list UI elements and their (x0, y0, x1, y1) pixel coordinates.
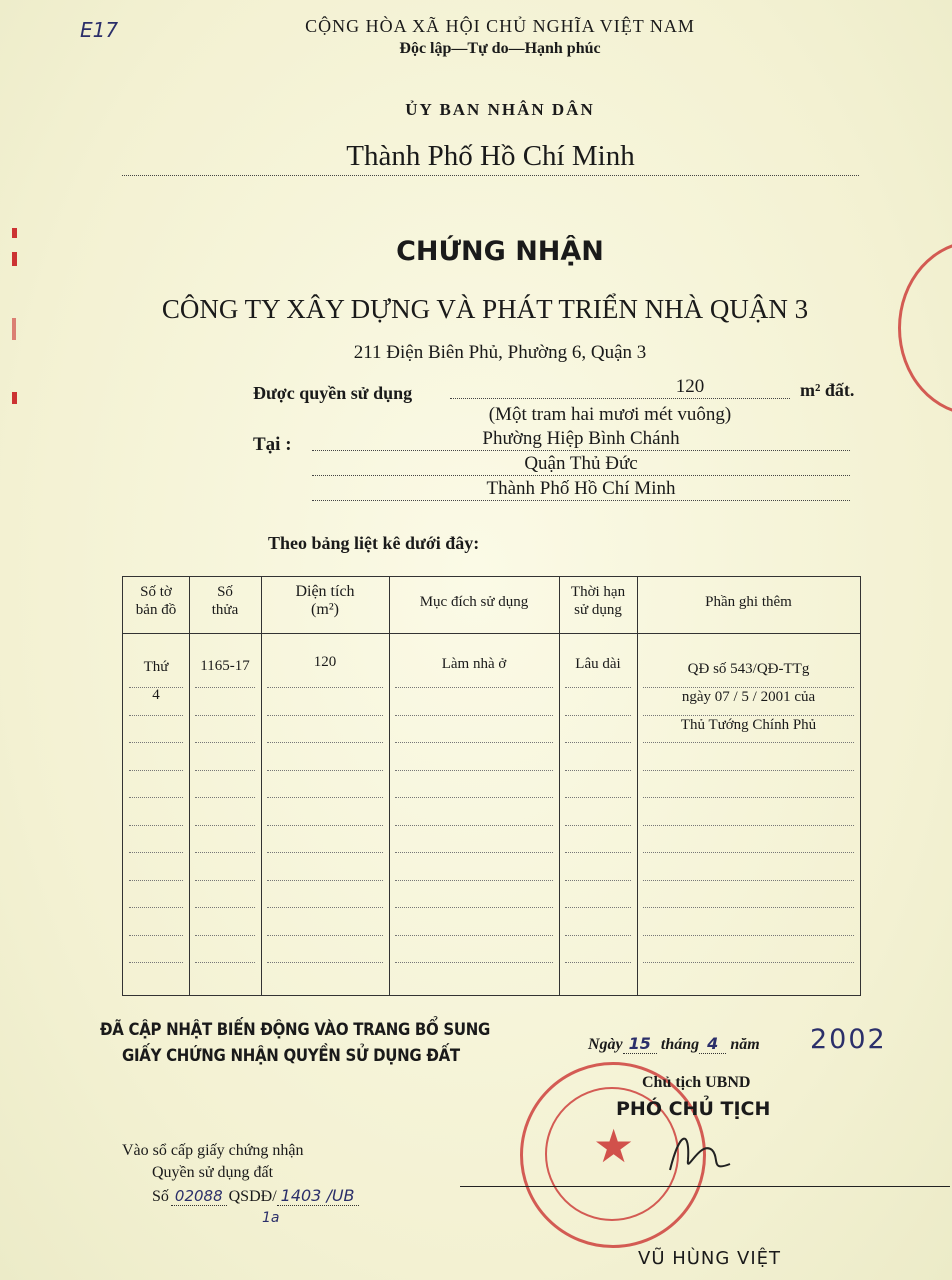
land-area: 120 (675, 376, 705, 397)
location-ward: Phường Hiệp Bình Chánh (312, 428, 850, 451)
corner-note: E17 (80, 18, 119, 42)
header-parcel: Số thửa (211, 584, 239, 618)
vice-chair-title: PHÓ CHỦ TỊCH (616, 1098, 771, 1120)
header-term: Thời hạn sử dụng (570, 584, 626, 618)
table-ruling (643, 935, 854, 936)
star-icon: ★ (593, 1121, 635, 1172)
table-ruling (565, 962, 631, 963)
table-ruling (195, 880, 255, 881)
edge-mark (12, 318, 16, 340)
table-ruling (267, 742, 383, 743)
header-notes: Phần ghi thêm (705, 594, 792, 610)
land-table (122, 576, 861, 996)
cell-purpose: Làm nhà ở (441, 656, 507, 672)
cell-parcel: 1165-17 (200, 658, 250, 674)
table-ruling (643, 907, 854, 908)
land-use-label: Được quyền sử dụng (253, 383, 413, 403)
edge-mark (12, 392, 17, 404)
table-ruling (395, 770, 553, 771)
table-ruling (395, 852, 553, 853)
table-ruling (395, 880, 553, 881)
table-ruling (565, 880, 631, 881)
table-ruling (195, 742, 255, 743)
location-city: Thành Phố Hồ Chí Minh (312, 478, 850, 501)
table-ruling (395, 742, 553, 743)
table-ruling (565, 825, 631, 826)
table-ruling (267, 935, 383, 936)
table-ruling (643, 742, 854, 743)
table-ruling (267, 825, 383, 826)
edge-mark (12, 252, 17, 266)
table-ruling (195, 935, 255, 936)
table-ruling (395, 935, 553, 936)
table-ruling (129, 797, 183, 798)
recipient-name: CÔNG TY XÂY DỰNG VÀ PHÁT TRIỂN NHÀ QUẬN 3 (161, 294, 809, 324)
table-ruling (395, 715, 553, 716)
location-label: Tại : (253, 434, 292, 455)
cell-map-sheet: Thứ 4 (143, 659, 169, 703)
table-ruling (129, 880, 183, 881)
table-ruling (195, 687, 255, 688)
table-ruling (129, 907, 183, 908)
land-area-words: (Một tram hai mươi mét vuông) (488, 404, 732, 425)
table-ruling (643, 687, 854, 688)
recipient-address: 211 Điện Biên Phủ, Phường 6, Quận 3 (353, 342, 647, 363)
table-ruling (565, 907, 631, 908)
registry-line1: Vào sổ cấp giấy chứng nhận (122, 1142, 304, 1159)
table-ruling (643, 797, 854, 798)
table-ruling (395, 907, 553, 908)
table-ruling (195, 907, 255, 908)
table-ruling (129, 715, 183, 716)
table-ruling (565, 715, 631, 716)
table-ruling (267, 687, 383, 688)
table-ruling (395, 797, 553, 798)
table-ruling (129, 742, 183, 743)
table-ruling (565, 742, 631, 743)
table-ruling (195, 797, 255, 798)
registry-so-value: 02088 (171, 1187, 227, 1206)
header-map-sheet: Số tờ bản đồ (135, 584, 177, 618)
table-ruling (267, 852, 383, 853)
update-stamp-line1: ĐÃ CẬP NHẬT BIẾN ĐỘNG VÀO TRANG BỔ SUNG (100, 1018, 491, 1040)
date-line: Ngày 15 tháng 4 năm (588, 1034, 760, 1053)
authority-city: Thành Phố Hồ Chí Minh (122, 140, 859, 176)
table-ruling (565, 935, 631, 936)
table-ruling (267, 770, 383, 771)
land-area-value (450, 376, 790, 399)
table-ruling (643, 852, 854, 853)
signature-icon (650, 1120, 740, 1180)
table-ruling (395, 825, 553, 826)
table-ruling (565, 797, 631, 798)
date-month: 4 (699, 1034, 726, 1054)
table-ruling (565, 687, 631, 688)
date-year: 2002 (810, 1024, 887, 1055)
table-ruling (565, 852, 631, 853)
table-ruling (195, 825, 255, 826)
table-ruling (267, 715, 383, 716)
table-ruling (195, 770, 255, 771)
table-ruling (267, 962, 383, 963)
table-ruling (195, 962, 255, 963)
national-motto: Độc lập—Tự do—Hạnh phúc (399, 40, 601, 57)
table-ruling (643, 715, 854, 716)
table-ruling (129, 687, 183, 688)
table-ruling (129, 935, 183, 936)
update-stamp-line2: GIẤY CHỨNG NHẬN QUYỀN SỬ DỤNG ĐẤT (122, 1044, 460, 1066)
table-ruling (643, 825, 854, 826)
certificate-title: CHỨNG NHẬN (396, 236, 604, 267)
date-day: 15 (623, 1034, 657, 1054)
table-ruling (395, 687, 553, 688)
table-intro: Theo bảng liệt kê dưới đây: (268, 533, 480, 553)
table-ruling (267, 907, 383, 908)
header-area: Diện tích (m²) (295, 583, 355, 618)
table-ruling (643, 962, 854, 963)
chair-title: Chủ tịch UBND (642, 1074, 751, 1091)
registry-line2: Quyền sử dụng đất (152, 1164, 274, 1181)
registry-number: Số 02088 QSDĐ/ 1403 /UB (152, 1186, 359, 1206)
country-header: CỘNG HÒA XÃ HỘI CHỦ NGHĨA VIỆT NAM (305, 16, 695, 36)
authority-line1: ỦY BAN NHÂN DÂN (405, 100, 595, 119)
registry-sub-note: 1a (262, 1210, 280, 1226)
table-ruling (129, 852, 183, 853)
registry-qsdd-value: 1403 /UB (277, 1186, 359, 1206)
land-area-unit: m² đất. (800, 380, 855, 400)
table-ruling (129, 770, 183, 771)
table-ruling (395, 962, 553, 963)
cell-notes: QĐ số 543/QĐ-TTg ngày 07 / 5 / 2001 của Thủ Tướng Chính Phủ (680, 661, 817, 733)
table-ruling (267, 797, 383, 798)
table-ruling (267, 880, 383, 881)
table-ruling (129, 962, 183, 963)
table-ruling (643, 880, 854, 881)
side-seal (898, 240, 952, 416)
table-ruling (195, 715, 255, 716)
signer-name: VŨ HÙNG VIỆT (638, 1248, 782, 1269)
signature-line (460, 1186, 950, 1187)
location-district: Quận Thủ Đức (312, 453, 850, 476)
cell-area: 120 (313, 654, 337, 670)
table-ruling (195, 852, 255, 853)
header-purpose: Mục đích sử dụng (419, 594, 529, 610)
table-ruling (565, 770, 631, 771)
table-ruling (643, 770, 854, 771)
edge-mark (12, 228, 17, 238)
table-ruling (129, 825, 183, 826)
cell-term: Lâu dài (575, 656, 621, 672)
